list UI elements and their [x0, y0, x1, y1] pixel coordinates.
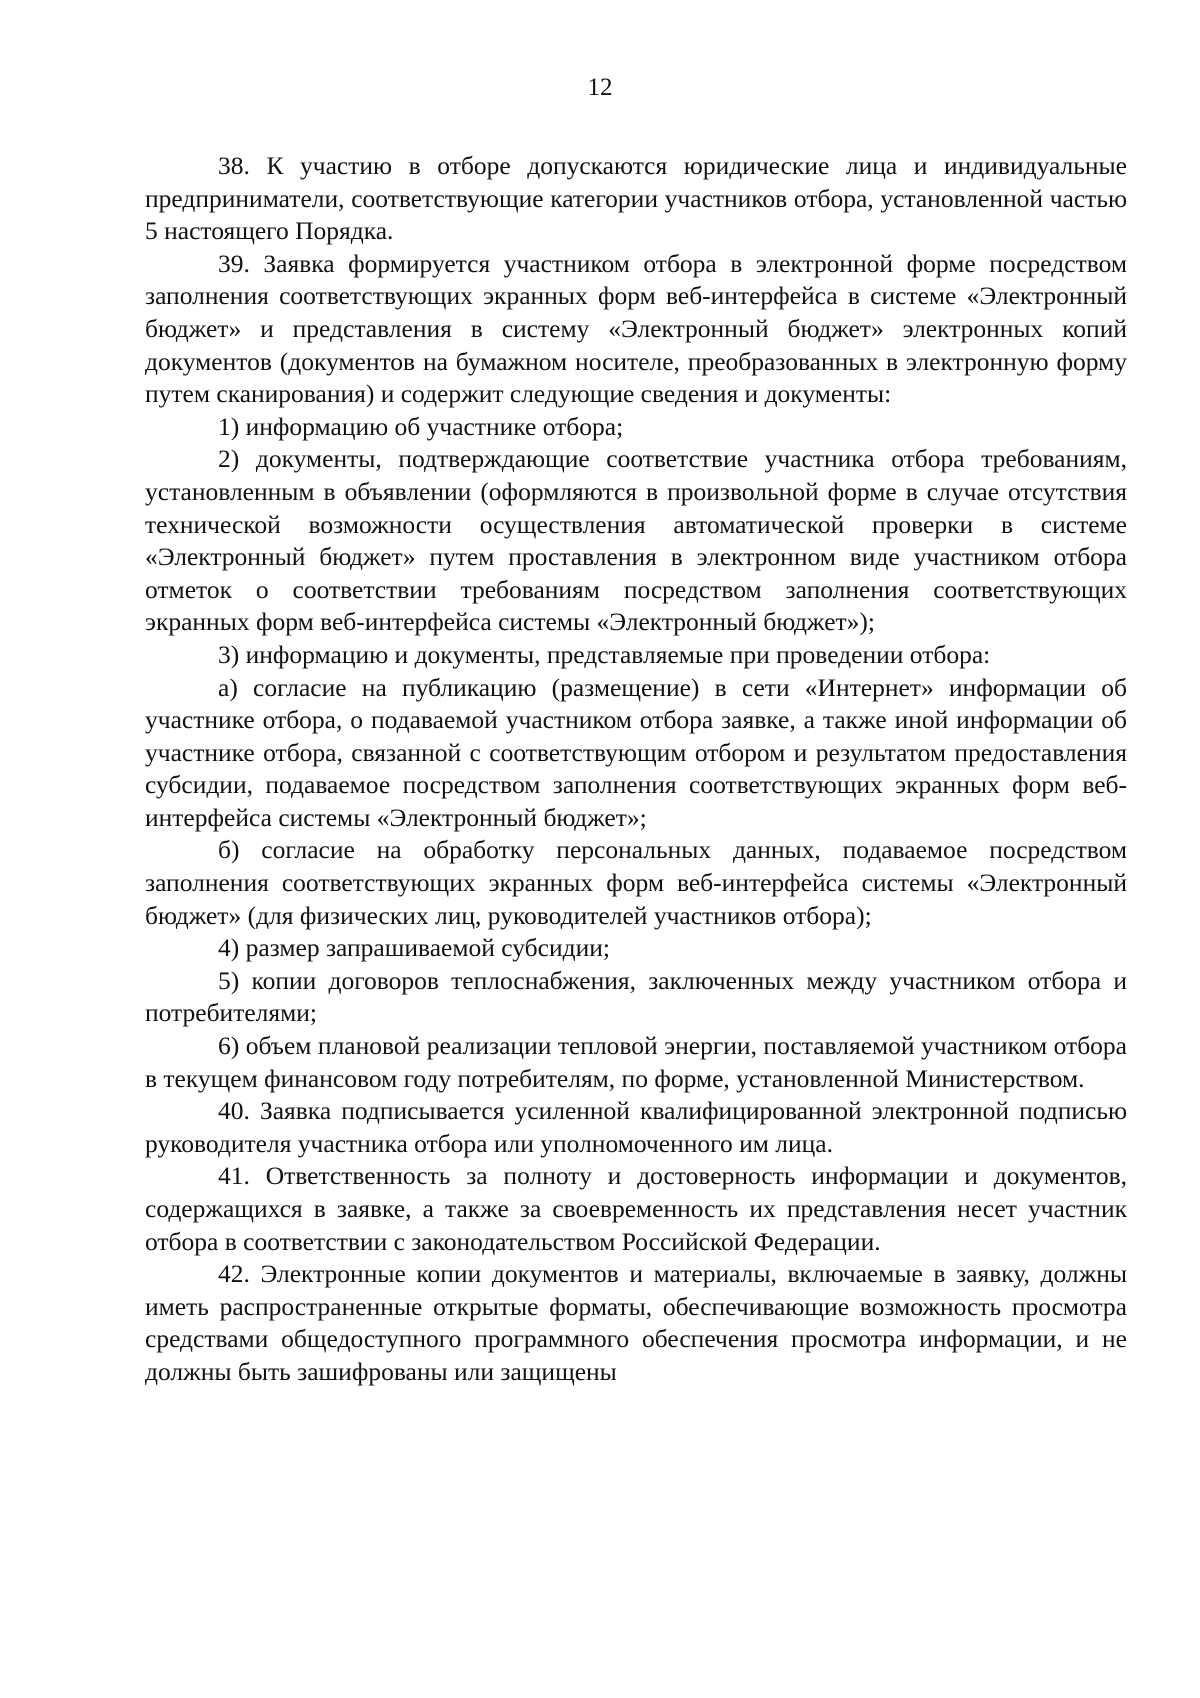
paragraph-41: 41. Ответственность за полноту и достоверность информации и документов, содержащихся в заявке, а также за своевременность их представления несет участник отбора в соответствии с законодательством Российской Федерации. [145, 1161, 1127, 1256]
list-item-3a: а) согласие на публикацию (размещение) в сети «Интернет» информации об участнике отбора, о подаваемой участником отбора заявке, а также иной информации об участнике отбора, связанной с соответствующим отбором и результатом предоставления субсидии, подаваемое посредством заполнения соответствующих экранных форм веб-интерфейса системы «Электронный бюджет»; [145, 672, 1127, 832]
list-item-5: 5) копии договоров теплоснабжения, заключенных между участником отбора и потребителями; [145, 965, 1127, 1028]
paragraph-42: 42. Электронные копии документов и материалы, включаемые в заявку, должны иметь распространенные открытые форматы, обеспечивающие возможность просмотра средствами общедоступного программного обеспечения просмотра информации, и не должны быть зашифрованы или защищены [145, 1259, 1127, 1386]
list-item-4: 4) размер запрашиваемой субсидии; [218, 933, 610, 963]
list-item-1: 1) информацию об участнике отбора; [218, 411, 624, 441]
paragraph-40: 40. Заявка подписывается усиленной квалифицированной электронной подписью руководителя участника отбора или уполномоченного им лица. [145, 1096, 1127, 1158]
list-item-3b: б) согласие на обработку персональных данных, подаваемое посредством заполнения соответствующих экранных форм веб-интерфейса системы «Электронный бюджет» (для физических лиц, руководителей участников отбора); [145, 835, 1127, 930]
paragraph-38: 38. К участию в отборе допускаются юридические лица и индивидуальные предприниматели, соответствующие категории участников отбора, установленной частью 5 настоящего Порядка. [145, 151, 1127, 246]
list-item-2: 2) документы, подтверждающие соответствие участника отбора требованиям, установленным в объявлении (оформляются в произвольной форме в случае отсутствия технической возможности осуществления автоматической проверки в системе «Электронный бюджет» путем проставления в электронном виде участником отбора отметок о соответствии требованиям посредством заполнения соответствующих экранных форм веб-интерфейса системы «Электронный бюджет»); [145, 444, 1127, 637]
list-item-3: 3) информацию и документы, представляемые при проведении отбора: [218, 639, 991, 669]
page-number: 12 [587, 74, 613, 101]
document-body [145, 150, 1127, 1389]
paragraph-39: 39. Заявка формируется участником отбора в электронной форме посредством заполнения соответствующих экранных форм веб-интерфейса в системе «Электронный бюджет» и представления в систему «Электронный бюджет» электронных копий документов (документов на бумажном носителе, преобразованных в электронную форму путем сканирования) и содержит следующие сведения и документы: [145, 248, 1127, 409]
list-item-6: 6) объем плановой реализации тепловой энергии, поставляемой участником отбора в текущем финансовом году потребителям, по форме, установленной Министерством. [145, 1031, 1127, 1093]
